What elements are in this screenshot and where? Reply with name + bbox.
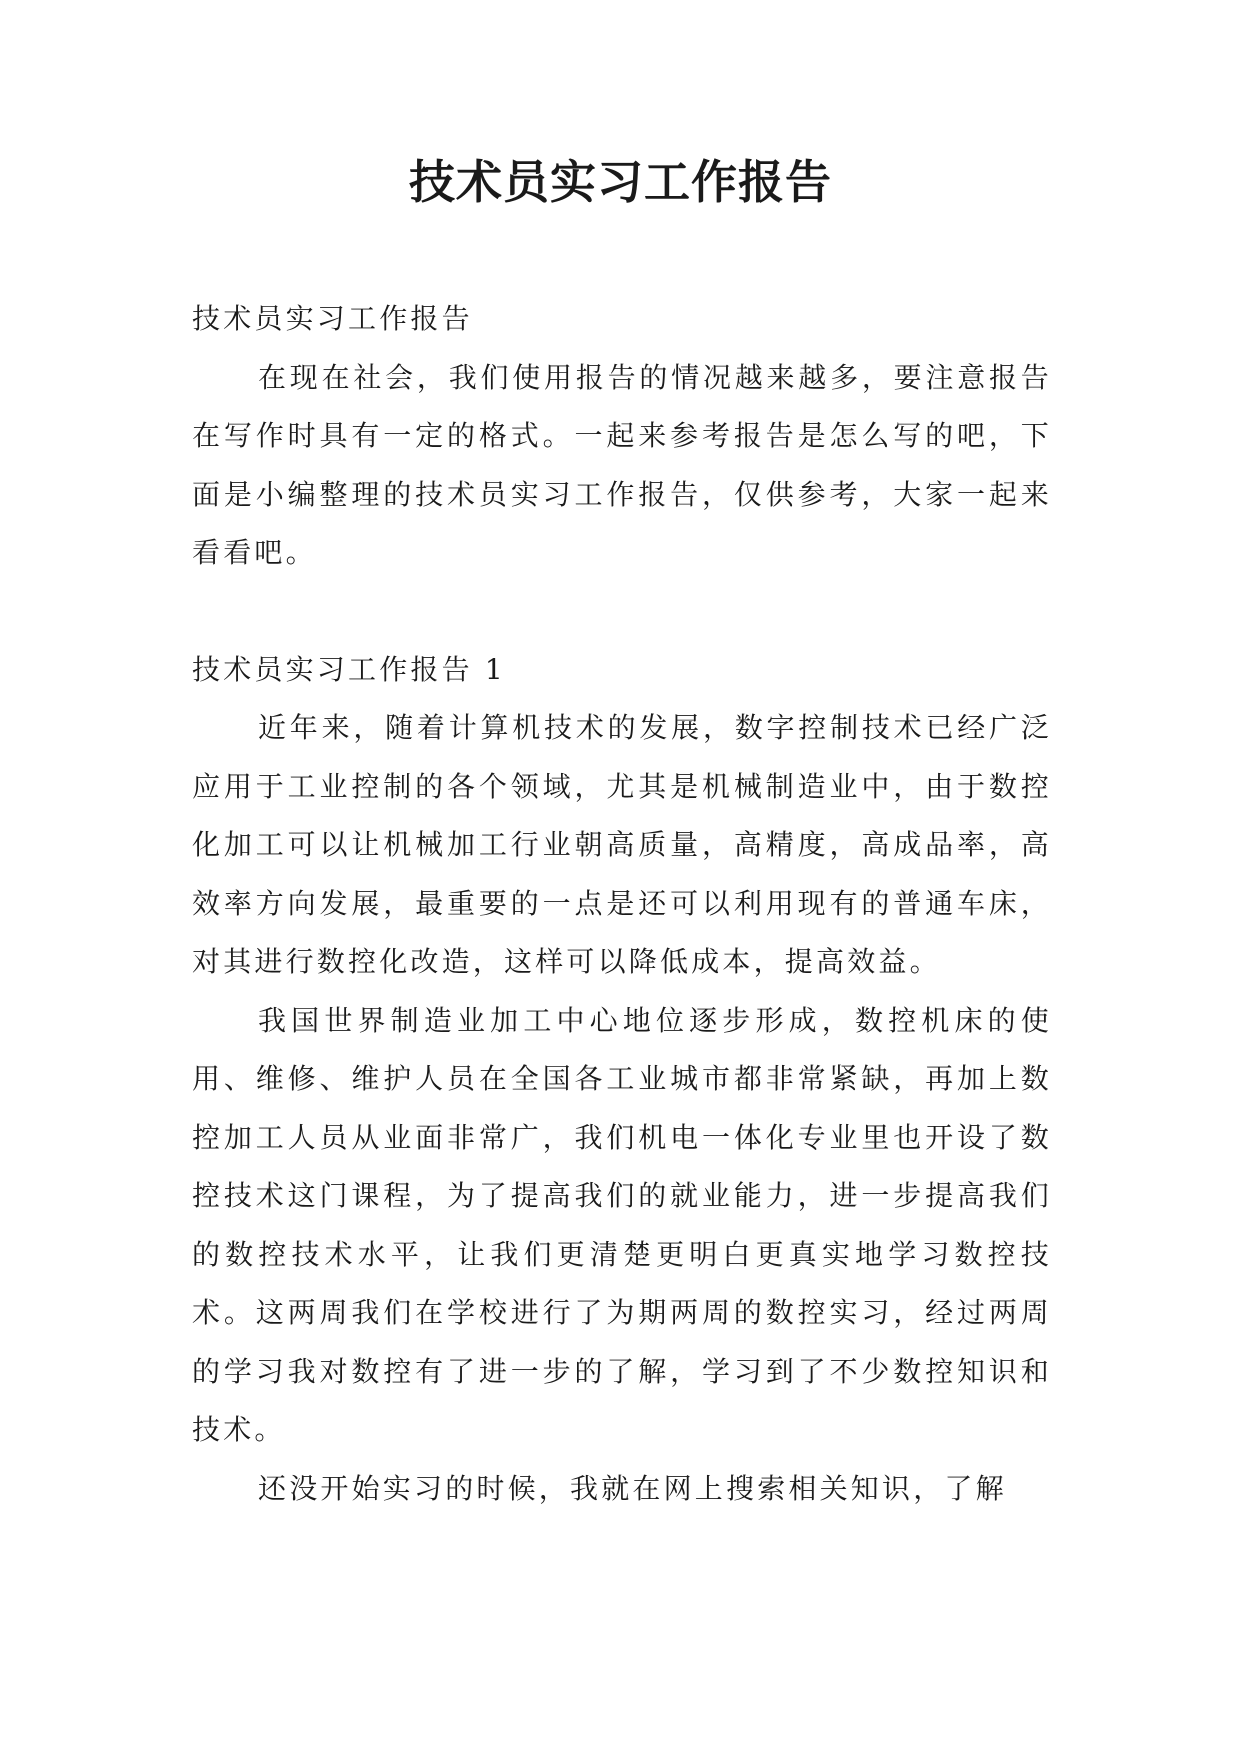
intro-paragraph: 在现在社会，我们使用报告的情况越来越多，要注意报告在写作时具有一定的格式。一起来参考报告是怎么写的吧，下面是小编整理的技术员实习工作报告，仅供参考，大家一起来看看吧。 bbox=[192, 360, 1052, 569]
body-paragraph: 我国世界制造业加工中心地位逐步形成，数控机床的使用、维修、维护人员在全国各工业城市都非常紧缺，再加上数控加工人员从业面非常广，我们机电一体化专业里也开设了数控技术这门课程，为了提高我们的就业能力，进一步提高我们的数控技术水平，让我们更清楚更明白更真实地学习数控技术。这两周我们在学校进行了为期两周的数控实习，经过两周的学习我对数控有了进一步的了解，学习到了不少数控知识和技术。 bbox=[192, 1003, 1052, 1446]
document-subtitle: 技术员实习工作报告 bbox=[192, 302, 473, 335]
body-paragraph: 还没开始实习的时候，我就在网上搜索相关知识，了解 bbox=[258, 1471, 1007, 1505]
document-title: 技术员实习工作报告 bbox=[409, 155, 832, 209]
document-body bbox=[192, 290, 1052, 1518]
section-spacer bbox=[192, 583, 1052, 641]
body-paragraph: 近年来，随着计算机技术的发展，数字控制技术已经广泛应用于工业控制的各个领域，尤其是机械制造业中，由于数控化加工可以让机械加工行业朝高质量，高精度，高成品率，高效率方向发展，最重要的一点是还可以利用现有的普通车床，对其进行数控化改造，这样可以降低成本，提高效益。 bbox=[192, 711, 1052, 978]
section-heading: 技术员实习工作报告 1 bbox=[192, 652, 506, 686]
